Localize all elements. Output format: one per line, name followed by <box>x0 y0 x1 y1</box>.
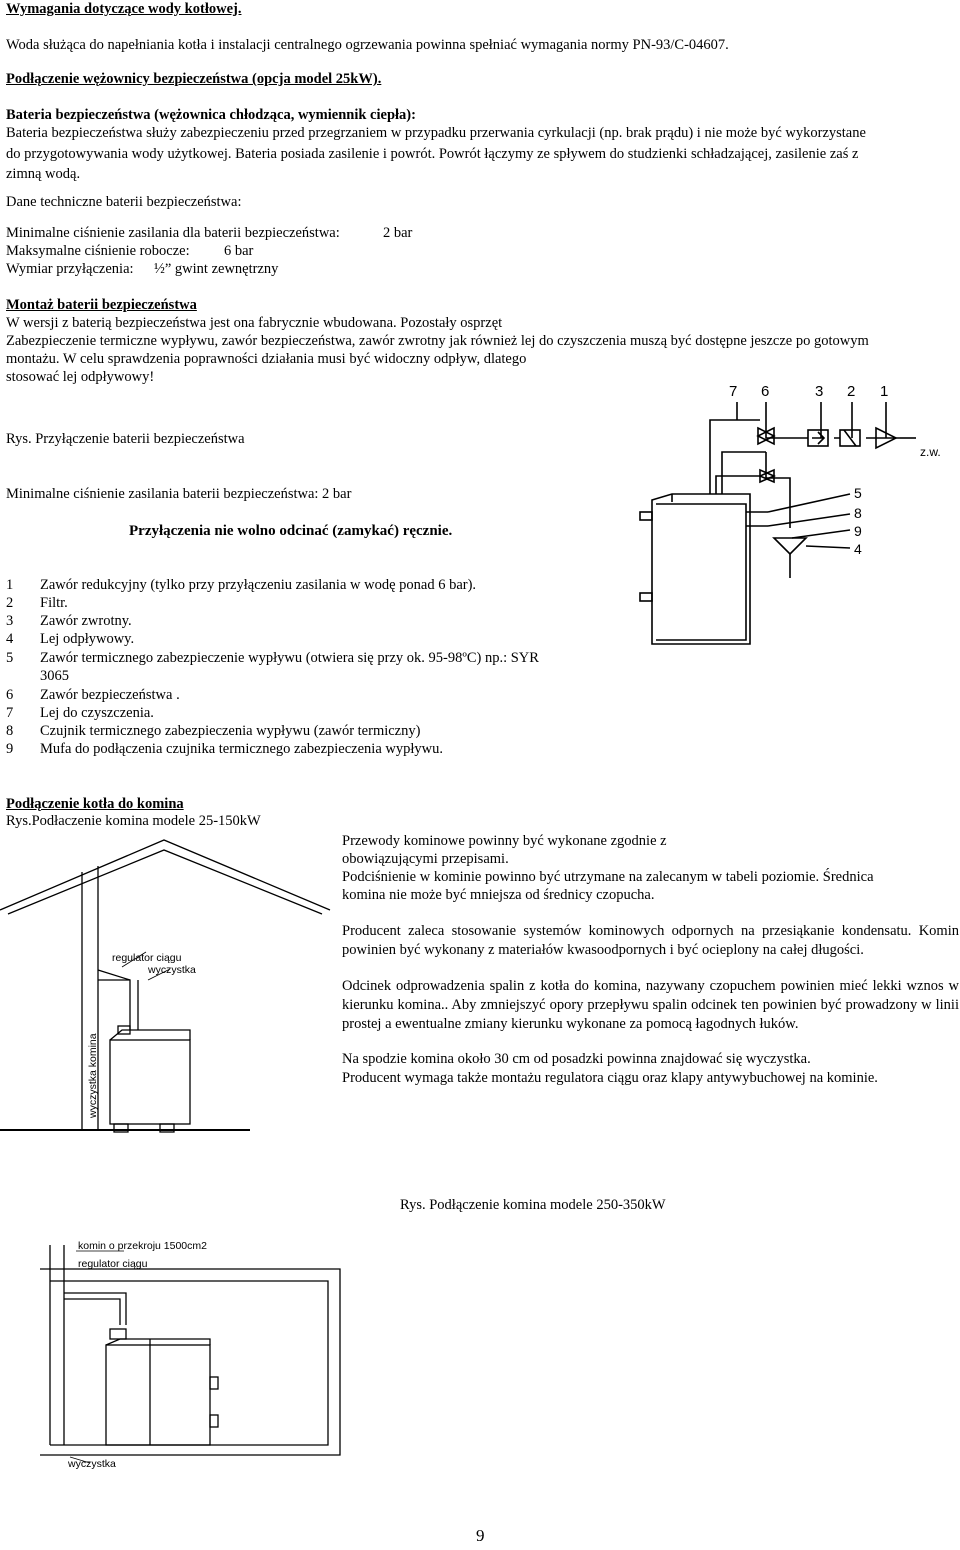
legend-num: 9 <box>6 741 14 757</box>
legend-text: Lej do czyszczenia. <box>40 705 154 721</box>
chimney-text-line-4: komina nie może być mniejsza od średnicy czopucha. <box>342 887 655 903</box>
fig1-label-chimney-cleanout: wyczystka komina <box>87 1033 99 1118</box>
diagram-label-1: 1 <box>880 383 889 400</box>
diagram-label-7: 7 <box>729 383 738 400</box>
tech-min-pressure-label: Minimalne ciśnienie zasilania dla baterii bezpieczeństwa: <box>6 225 340 241</box>
tech-data-title: Dane techniczne baterii bezpieczeństwa: <box>6 194 242 210</box>
mounting-line-2: Zabezpieczenie termiczne wypływu, zawór bezpieczeństwa, zawór zwrotny jak również lej do czyszczenia muszą być dostępne jeszcze po gotowym <box>6 333 869 349</box>
caption-chimney-25-150: Rys.Podłaczenie komina modele 25-150kW <box>6 813 261 829</box>
fig1-label-regulator: regulator ciągu <box>112 952 182 964</box>
safety-battery-diagram <box>640 378 960 660</box>
diagram-label-2: 2 <box>847 383 856 400</box>
legend-num: 8 <box>6 723 14 739</box>
warning-do-not-close: Przyłączenia nie wolno odcinać (zamykać) ręcznie. <box>129 523 453 539</box>
legend-num: 2 <box>6 595 14 611</box>
fig2-label-regulator: regulator ciągu <box>78 1258 148 1270</box>
figure-caption-battery: Rys. Przyłączenie baterii bezpieczeństwa <box>6 431 245 447</box>
fig2-label-komin: komin o przekroju 1500cm2 <box>78 1240 207 1252</box>
safety-battery-line-2: do przygotowywania wody użytkowej. Bateria posiada zasilenie i powrót. Powrót łączymy ze spływem do studzienki schładzającej, zasilenie zaś z <box>6 146 859 162</box>
chimney-text-line-1: Przewody kominowe powinny być wykonane zgodnie z <box>342 833 667 849</box>
legend-num: 6 <box>6 687 14 703</box>
mounting-line-3: montażu. W celu sprawdzenia poprawności działania musi być widoczny odpływ, dlatego <box>6 351 527 367</box>
legend-text: Zawór bezpieczeństwa . <box>40 687 180 703</box>
legend-num: 5 <box>6 650 14 666</box>
legend-text: Mufa do podłączenia czujnika termicznego zabezpieczenia wypływu. <box>40 741 443 757</box>
heading-safety-coil: Podłączenie wężownicy bezpieczeństwa (opcja model 25kW). <box>6 71 382 87</box>
draft-regulator-note: Producent wymaga także montażu regulatora ciągu oraz klapy antywybuchowej na kominie. <box>342 1070 878 1086</box>
legend-text: 3065 <box>40 668 69 684</box>
diagram-label-8: 8 <box>854 505 862 521</box>
min-pressure-note: Minimalne ciśnienie zasilania baterii bezpieczeństwa: 2 bar <box>6 486 352 502</box>
legend-text: Zawór zwrotny. <box>40 613 132 629</box>
page-number: 9 <box>476 1526 485 1545</box>
safety-battery-subheading: Bateria bezpieczeństwa (wężownica chłodząca, wymiennik ciepła): <box>6 107 416 123</box>
legend-text: Filtr. <box>40 595 68 611</box>
chimney-diagram-25-150 <box>0 830 330 1150</box>
fig2-label-wyczystka: wyczystka <box>68 1458 116 1470</box>
chimney-text-line-3: Podciśnienie w kominie powinno być utrzymane na zalecanym w tabeli poziomie. Średnica <box>342 869 874 885</box>
mounting-line-1: W wersji z baterią bezpieczeństwa jest ona fabrycznie wbudowana. Pozostały osprzęt <box>6 315 503 331</box>
cleanout-note: Na spodzie komina około 30 cm od posadzki powinna znajdować się wyczystka. <box>342 1051 811 1067</box>
chimney-diagram-250-350 <box>40 1240 380 1475</box>
chimney-text-line-2: obowiązującymi przepisami. <box>342 851 509 867</box>
legend-num: 4 <box>6 631 14 647</box>
tech-connection-value: ½” gwint zewnętrzny <box>154 261 279 277</box>
tech-max-pressure-value: 6 bar <box>224 243 254 259</box>
legend-text: Lej odpływowy. <box>40 631 135 647</box>
legend-text: Zawór redukcyjny (tylko przy przyłączeniu zasilania w wodę ponad 6 bar). <box>40 577 477 593</box>
legend-num: 3 <box>6 613 14 629</box>
tech-connection-label: Wymiar przyłączenia: <box>6 261 134 277</box>
diagram-label-4: 4 <box>854 541 862 557</box>
diagram-label-9: 9 <box>854 523 862 539</box>
legend-num: 7 <box>6 705 14 721</box>
flue-pipe-paragraph: Odcinek odprowadzenia spalin z kotła do komina, nazywany czopuchem powinien mieć lekki wznos w kierunku komina.. Aby zmniejszyć opory przepływu spalin odcinek ten powinien być prowadzony w linii prostej a ewentualne zmiany kierunku wykonane za pomocą łagodnych łuków. <box>342 978 959 1032</box>
chimney-recommendation-paragraph: Producent zaleca stosowanie systemów kominowych odpornych na przesiąkanie kondensatu. Komin powinien być wykonany z materiałów kwasoodpornych i być ocieplony na całej długości. <box>342 923 959 958</box>
tech-min-pressure-value: 2 bar <box>383 225 413 241</box>
caption-chimney-250-350: Rys. Podłączenie komina modele 250-350kW <box>400 1197 666 1213</box>
legend-text: Zawór termicznego zabezpieczenie wypływu (otwiera się przy ok. 95-98ºC) np.: SYR <box>40 650 539 666</box>
heading-battery-mounting: Montaż baterii bezpieczeństwa <box>6 297 197 313</box>
diagram-label-zw: z.w. <box>920 445 941 459</box>
safety-battery-line-1: Bateria bezpieczeństwa służy zabezpieczeniu przed przegrzaniem w przypadku przerwania cyrkulacji (np. brak prądu) i nie może być wykorzystane <box>6 125 866 141</box>
diagram-label-5: 5 <box>854 485 862 501</box>
legend-text: Czujnik termicznego zabezpieczenia wypływu (zawór termiczny) <box>40 723 421 739</box>
diagram-label-6: 6 <box>761 383 770 400</box>
mounting-line-4: stosować lej odpływowy! <box>6 369 155 385</box>
safety-battery-line-3: zimną wodą. <box>6 166 81 182</box>
fig1-label-wyczystka: wyczystka <box>148 964 196 976</box>
heading-chimney-connection: Podłączenie kotła do komina <box>6 796 184 812</box>
diagram-label-3: 3 <box>815 383 824 400</box>
heading-water-requirements: Wymagania dotyczące wody kotłowej. <box>6 1 242 17</box>
tech-max-pressure-label: Maksymalne ciśnienie robocze: <box>6 243 190 259</box>
legend-num: 1 <box>6 577 14 593</box>
water-requirements-text: Woda służąca do napełniania kotła i instalacji centralnego ogrzewania powinna spełniać wymagania normy PN-93/C-04607. <box>6 37 729 53</box>
